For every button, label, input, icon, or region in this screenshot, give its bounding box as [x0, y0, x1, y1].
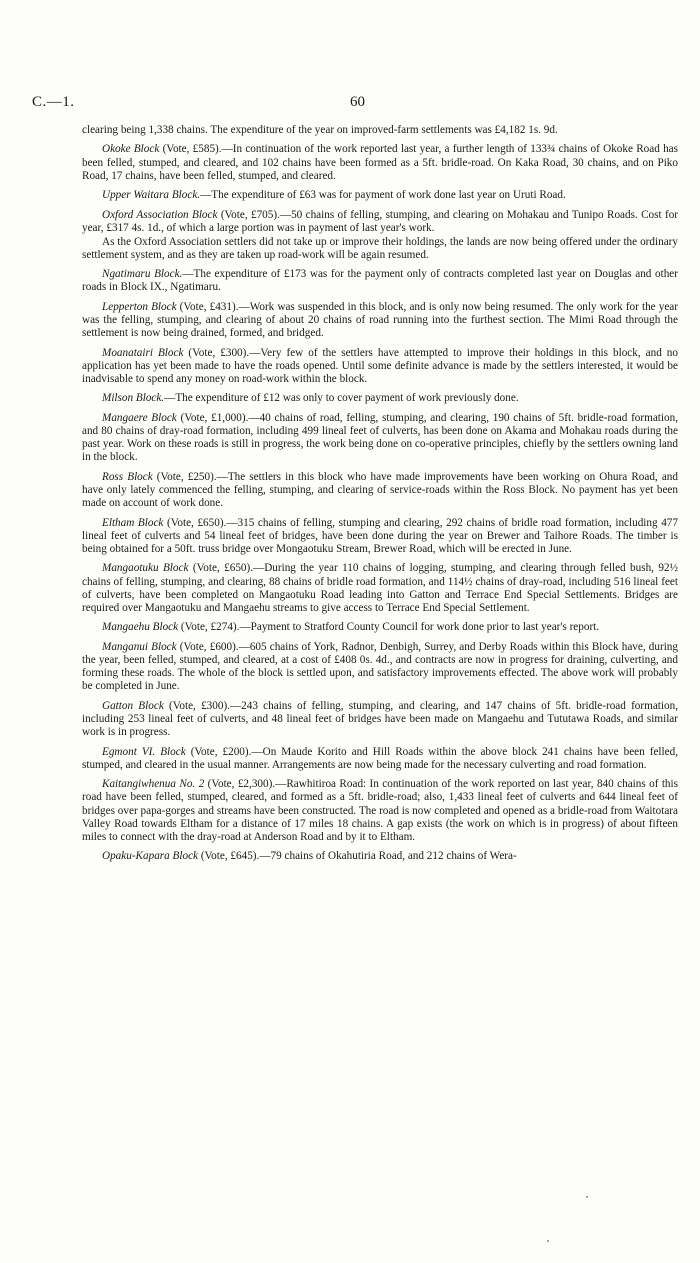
section-title: Moanatairi Block: [102, 346, 184, 359]
paragraph-ngatimaru-block: Ngatimaru Block.—The expenditure of £173 was for the payment only of contracts completed last year on Douglas and other roads in Block IX., Ngatimaru.: [82, 268, 678, 294]
paragraph-gatton-block: Gatton Block (Vote, £300).—243 chains of felling, stumping, and clearing, and 147 chains of 5ft. bridle-road formation, including 253 lineal feet of culverts, and 48 lineal feet of bridges have been made on Mangaehu and Tututawa Roads, and similar work is in progress.: [82, 699, 678, 739]
section-title: Mangaehu Block: [102, 621, 179, 634]
section-title: Kaitangiwhenua No. 2: [102, 778, 205, 791]
paragraph-mangaehu-block: Mangaehu Block (Vote, £274).—Payment to Stratford County Council for work done prior to last year's report.: [102, 621, 600, 634]
section-title: Lepperton Block: [102, 300, 177, 313]
page-number: 60: [350, 94, 365, 110]
section-title: Mangaotuku Block: [102, 562, 189, 575]
paragraph-lepperton-block: Lepperton Block (Vote, £431).—Work was suspended in this block, and is only now being resumed. The only work for the year was the felling, stumping, and clearing of about 20 chains of road running into the furthest section. The Mimi Road through the settlement is now being drained, formed, and bridged.: [82, 300, 678, 340]
scan-speck: [586, 1196, 588, 1198]
section-title: Eltham Block: [102, 516, 164, 529]
paragraph-ross-block: Ross Block (Vote, £250).—The settlers in this block who have made improvements have been working on Ohura Road, and have only lately commenced the felling, stumping, and clearing of service-roads within the Ross Block. No payment has yet been made on account of work done.: [82, 470, 678, 510]
paragraph-egmont-vi-block: Egmont VI. Block (Vote, £200).—On Maude Korito and Hill Roads within the above block 241 chains have been felled, stumped, and cleared in the usual manner. Arrangements are now being made for the necessary culverting and road formation.: [82, 745, 678, 771]
section-title: Upper Waitara Block.: [102, 189, 201, 202]
section-title: Milson Block.: [102, 392, 165, 405]
section-title: Manganui Block: [102, 640, 177, 653]
document-reference: C.—1.: [32, 94, 75, 110]
section-title: Okoke Block: [102, 143, 160, 156]
page-header: [32, 94, 664, 116]
document-body: [82, 124, 678, 870]
paragraph-mangaotuku-block: Mangaotuku Block (Vote, £650).—During the year 110 chains of logging, stumping, and clearing through felled bush, 92½ chains of felling, stumping, and clearing, 88 chains of bridle road formation, and 114½ chains of dray-road, including 516 lineal feet of culverts, have been completed on Mangaotuku Road leading into Gatton and Terrace End Special Settlements. Bridges are required over Mangaotuku and Mangaehu streams to give access to Terrace End Special Settlement.: [82, 562, 678, 615]
section-title: Gatton Block: [102, 699, 164, 712]
paragraph-manganui-block: Manganui Block (Vote, £600).—605 chains of York, Radnor, Denbigh, Surrey, and Derby Roads within this Block have, during the year, been felled, stumped, and cleared, at a cost of £408 0s. 4d., and contracts are now in progress for draining, culverting, and forming these roads. The whole of the block is settled upon, and satisfactory improvements effected. The above work will probably be completed in June.: [82, 640, 678, 693]
section-title: Oxford Association Block: [102, 208, 218, 221]
section-title: Mangaere Block: [102, 411, 177, 424]
paragraph-okoke-block: Okoke Block (Vote, £585).—In continuation of the work reported last year, a further length of 133¾ chains of Okoke Road has been felled, stumped, and cleared, and 102 chains have been formed as a 5ft. bridle-road. On Kaka Road, 30 chains, and on Piko Road, 17 chains, have been felled, stumped, and cleared.: [82, 143, 678, 182]
paragraph-mangaere-block: Mangaere Block (Vote, £1,000).—40 chains of road, felling, stumping, and clearing, 190 chains of 5ft. bridle-road formation, and 80 chains of dray-road formation, including 499 lineal feet of culverts, has been done on Akama and Mohakau roads during the past year. Work on these roads is still in progress, the work being done on co-operative principles, chiefly by the settlers owning land in the block.: [82, 411, 678, 464]
section-title: Egmont VI. Block: [102, 745, 186, 758]
paragraph-kaitangiwhenua-no-2: Kaitangiwhenua No. 2 (Vote, £2,300).—Rawhitiroa Road: In continuation of the work reported on last year, 840 chains of this road have been felled, stumped, cleared, and formed as a 5ft. bridle-road; also, 1,433 lineal feet of culverts and 644 lineal feet of bridges over papa-gorges and streams have been constructed. The road is now completed and opened as a bridle-road from Waitotara Valley Road towards Eltham for a distance of 17 miles 18 chains. A gap exists (the work on which is in progress) of about fifteen miles to connect with the dray-road at Anderson Road and by it to Eltham.: [82, 778, 678, 844]
paragraph-eltham-block: Eltham Block (Vote, £650).—315 chains of felling, stumping and clearing, 292 chains of bridle road formation, including 477 lineal feet of culverts and 54 lineal feet of bridges, have been done during the year on Brewer and Taihore Roads. The timber is being obtained for a 50ft. truss bridge over Mongaotuku Stream, Brewer Road, which will be erected in June.: [82, 516, 678, 556]
section-title: Ross Block: [102, 470, 153, 483]
section-title: Opaku-Kapara Block: [102, 850, 199, 863]
paragraph-opaku-kapara-block: Opaku-Kapara Block (Vote, £645).—79 chains of Okahutiria Road, and 212 chains of Wera-: [102, 850, 517, 863]
paragraph-oxford-association-block: Oxford Association Block (Vote, £705).—50 chains of felling, stumping, and clearing on Mohakau and Tunipo Roads. Cost for year, £317 4s. 1d., of which a large portion was in payment of last year's work.: [82, 208, 679, 234]
section-title: Ngatimaru Block.: [102, 268, 183, 281]
paragraph-0: clearing being 1,338 chains. The expenditure of the year on improved-farm settlements was £4,182 1s. 9d.: [82, 124, 558, 136]
scan-speck: [547, 1240, 549, 1242]
paragraph-moanatairi-block: Moanatairi Block (Vote, £300).—Very few of the settlers have attempted to improve their holdings in this block, and no application has yet been made to have the roads opened. Until some definite advance is made by the settlers interested, it would be inadvisable to spend any money on road-work within the block.: [82, 346, 678, 386]
paragraph-milson-block: Milson Block.—The expenditure of £12 was only to cover payment of work previously done.: [102, 392, 519, 405]
paragraph-upper-waitara-block: Upper Waitara Block.—The expenditure of £63 was for payment of work done last year on Uruti Road.: [102, 189, 566, 202]
paragraph-oxford-continued: As the Oxford Association settlers did not take up or improve their holdings, the lands are now being offered under the ordinary settlement system, and as they are taken up road-work will be again resumed.: [82, 235, 678, 261]
